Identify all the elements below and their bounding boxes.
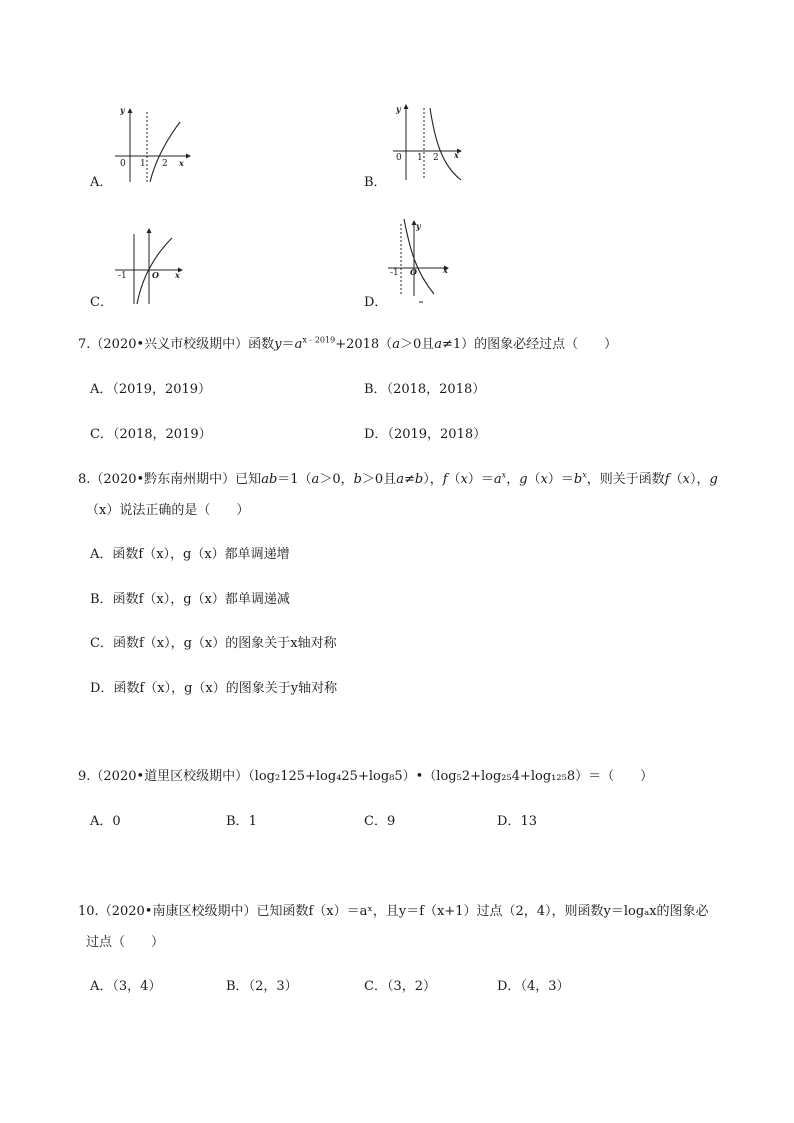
q8-text-segment: ＞0且 bbox=[361, 472, 397, 487]
q10-option-b[interactable] bbox=[226, 980, 298, 993]
option-label: D． bbox=[90, 681, 114, 696]
graph-c bbox=[112, 226, 192, 306]
q10-option-d[interactable] bbox=[497, 980, 569, 993]
q8-number: 8. bbox=[78, 472, 91, 487]
neg1-label: -1 bbox=[390, 268, 399, 278]
tick-1-label: 1 bbox=[417, 153, 423, 163]
q8-text-segment: g bbox=[709, 472, 718, 487]
q7-cond-text2: ≠1）的图象必经过点（ ） bbox=[442, 337, 618, 352]
y-axis-label: y bbox=[416, 221, 421, 231]
option-label: B． bbox=[90, 592, 113, 607]
q7-stem bbox=[78, 335, 618, 352]
q8-text-segment: ＝1（ bbox=[277, 472, 312, 487]
q7-func-a: a bbox=[294, 337, 303, 352]
q8-text-segment: x bbox=[460, 472, 468, 487]
x-axis-label: x bbox=[175, 270, 180, 280]
q6-option-a-label[interactable]: A． bbox=[90, 175, 113, 190]
q8-option-a[interactable] bbox=[90, 548, 290, 561]
q8-text-segment: a bbox=[311, 472, 320, 487]
x-axis-label: x bbox=[443, 265, 448, 275]
q10-stem-line2: 过点（ ） bbox=[86, 935, 165, 950]
option-label: C． bbox=[90, 636, 113, 651]
q9-stem bbox=[78, 770, 653, 783]
q9-expression: （log₂125+log₄25+log₈5）•（log₅2+log₂₅4+log₁₂₅8）＝（ ） bbox=[248, 769, 654, 784]
q8-text-segment: ≠ bbox=[403, 472, 415, 487]
q9-source: （2020•道里区校级期中） bbox=[90, 769, 249, 784]
q7-option-d[interactable] bbox=[364, 428, 486, 441]
option-text: 函数f（x），g（x）的图象关于y轴对称 bbox=[113, 681, 338, 696]
q8-text-segment: ， bbox=[506, 472, 520, 487]
q8-text-segment: x bbox=[582, 470, 587, 480]
option-text: 函数f（x），g（x）的图象关于x轴对称 bbox=[112, 636, 337, 651]
q10-source: （2020•南康区校级期中） bbox=[98, 904, 257, 919]
q10-text: 已知函数f（x）＝aˣ，且y＝f（x+1）过点（2，4），则函数y＝logₐx的图象必 bbox=[256, 904, 709, 919]
x-axis-label: x bbox=[454, 150, 459, 160]
q9-number: 9. bbox=[78, 769, 91, 784]
graph-a bbox=[112, 104, 192, 184]
q7-func-y: y bbox=[274, 337, 282, 352]
option-label: D． bbox=[364, 427, 388, 442]
tick-2-label: 2 bbox=[162, 159, 168, 169]
q10-option-c[interactable] bbox=[364, 980, 436, 993]
q10-stem-line1 bbox=[78, 905, 709, 918]
q7-option-c[interactable] bbox=[90, 428, 212, 441]
tick-2-label: 2 bbox=[433, 153, 439, 163]
q8-text-segment: b bbox=[414, 472, 424, 487]
option-label: B． bbox=[364, 382, 387, 397]
option-label: C． bbox=[364, 979, 387, 994]
q8-text-segment: ab bbox=[261, 472, 278, 487]
q8-text bbox=[235, 472, 718, 487]
q8-text-segment: x bbox=[682, 472, 690, 487]
option-text: （3，4） bbox=[112, 979, 162, 994]
q8-option-d[interactable] bbox=[90, 682, 337, 695]
q6-option-d-label[interactable]: D． bbox=[364, 295, 388, 310]
q6-option-b-label[interactable]: B． bbox=[364, 175, 387, 190]
option-label: C． bbox=[364, 814, 387, 829]
option-label: D． bbox=[497, 814, 521, 829]
q8-source: （2020•黔东南州期中） bbox=[90, 472, 236, 487]
q8-text-segment: （ bbox=[447, 472, 461, 487]
q8-option-c[interactable] bbox=[90, 637, 337, 650]
q8-stem-line1 bbox=[78, 470, 718, 487]
graph-d bbox=[386, 216, 466, 306]
option-text: （4，3） bbox=[520, 979, 570, 994]
q8-text-segment: ）， bbox=[689, 472, 710, 487]
option-label: B． bbox=[226, 814, 249, 829]
x-axis-label: x bbox=[179, 158, 184, 168]
option-label: C． bbox=[90, 427, 113, 442]
q8-text-segment: a bbox=[396, 472, 404, 487]
q7-cond-a: a bbox=[392, 337, 400, 352]
option-text: （2019，2018） bbox=[387, 427, 487, 442]
option-label: A． bbox=[90, 814, 113, 829]
q7-source: （2020•兴义市校级期中） bbox=[90, 337, 249, 352]
q8-text-segment: （ bbox=[669, 472, 683, 487]
option-label: A． bbox=[90, 382, 113, 397]
origin-label: O bbox=[410, 267, 417, 277]
q10-option-a[interactable] bbox=[90, 980, 161, 993]
option-text: （2，3） bbox=[248, 979, 298, 994]
q9-option-d[interactable] bbox=[497, 815, 537, 828]
q8-text-segment: b bbox=[353, 472, 362, 487]
q7-func-exp: x﹣2019 bbox=[302, 335, 336, 345]
q7-func-rest: +2018（ bbox=[335, 337, 393, 352]
q8-text-segment: ）＝ bbox=[467, 472, 494, 487]
q7-text: 函数 bbox=[248, 337, 275, 352]
option-text: （2018，2018） bbox=[386, 382, 486, 397]
q8-text-segment: ）＝ bbox=[547, 472, 574, 487]
q7-option-a[interactable] bbox=[90, 383, 211, 396]
q8-text-segment: f bbox=[664, 472, 670, 487]
option-text: 9 bbox=[386, 814, 396, 829]
tick-1-label: 1 bbox=[140, 159, 146, 169]
option-text: 1 bbox=[248, 814, 257, 829]
q9-option-a[interactable] bbox=[90, 815, 121, 828]
q8-text-segment: x bbox=[540, 472, 548, 487]
q9-option-b[interactable] bbox=[226, 815, 257, 828]
q8-text-segment: ，则关于函数 bbox=[586, 472, 665, 487]
q8-text-segment: g bbox=[519, 472, 528, 487]
q9-option-c[interactable] bbox=[364, 815, 395, 828]
q6-option-c-label[interactable]: C． bbox=[90, 295, 113, 310]
option-text: 0 bbox=[112, 814, 121, 829]
option-label: D． bbox=[497, 979, 521, 994]
q8-text-segment: x bbox=[501, 470, 507, 480]
option-label: B． bbox=[226, 979, 249, 994]
q8-text-segment: ）， bbox=[423, 472, 443, 487]
option-text: （2019，2019） bbox=[112, 382, 212, 397]
q7-cond-a2: a bbox=[434, 337, 442, 352]
y-axis-label: y bbox=[120, 105, 125, 115]
origin-label: O bbox=[152, 270, 159, 280]
q8-text-segment: a bbox=[493, 472, 502, 487]
q10-number: 10. bbox=[78, 904, 99, 919]
option-text: 13 bbox=[520, 814, 537, 829]
q8-stem-line2: （x）说法正确的是（ ） bbox=[86, 503, 250, 518]
q8-option-b[interactable] bbox=[90, 593, 290, 606]
neg1-label: -1 bbox=[118, 271, 127, 281]
q8-text-segment: 已知 bbox=[235, 472, 262, 487]
q7-option-b[interactable] bbox=[364, 383, 485, 396]
graph-b bbox=[390, 100, 470, 185]
option-label: A． bbox=[90, 547, 113, 562]
q7-func-eq: ＝ bbox=[281, 337, 295, 352]
y-axis-label: y bbox=[396, 104, 401, 114]
option-label: A． bbox=[90, 979, 113, 994]
option-text: （3，2） bbox=[386, 979, 436, 994]
origin-label: 0 bbox=[120, 159, 126, 169]
q8-text-segment: （ bbox=[527, 472, 541, 487]
option-text: （2018，2019） bbox=[112, 427, 212, 442]
option-text: 函数f（x），g（x）都单调递增 bbox=[112, 547, 290, 562]
q7-number: 7. bbox=[78, 337, 91, 352]
q8-text-segment: b bbox=[573, 472, 583, 487]
q8-text-segment: ＞0， bbox=[319, 472, 354, 487]
option-text: 函数f（x），g（x）都单调递减 bbox=[112, 592, 290, 607]
origin-label: 0 bbox=[396, 153, 402, 163]
q8-text-segment: f bbox=[442, 472, 448, 487]
q7-cond-text: ＞0且 bbox=[399, 337, 435, 352]
